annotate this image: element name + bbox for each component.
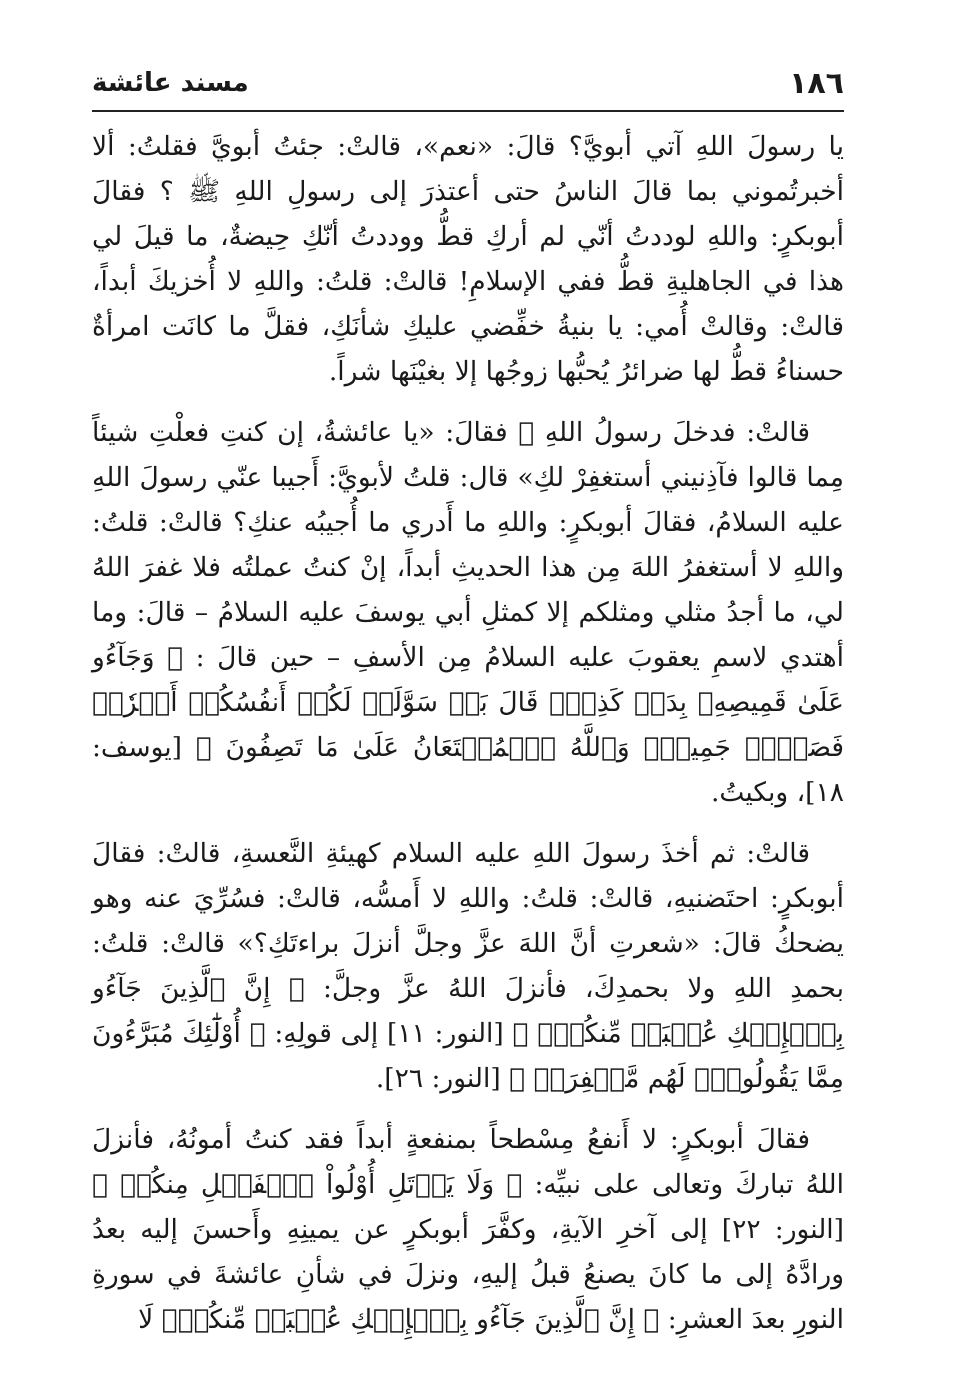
page-number: ١٨٦ — [789, 66, 844, 101]
header-title: مسند عائشة — [92, 68, 249, 98]
paragraph-3: قالتْ: ثم أخذَ رسولَ اللهِ عليه السلام كهيئةِ النَّعسةِ، قالتْ: فقالَ أبوبكرٍ: احتَضنيهِ، قالتْ: قلتُ: واللهِ لا أَمسُّه، قالتْ: فسُرِّيَ عنه وهو يضحكُ قالَ: «شعرتِ أنَّ اللهَ عزَّ وجلَّ أنزلَ براءتَكِ؟» قالتْ: قلتُ: بحمدِ اللهِ ولا بحمدِكَ، فأنزلَ اللهُ عزَّ وجلَّ: ﴿ إِنَّ ٱلَّذِينَ جَآءُو بِٱلۡإِفۡكِ عُصۡبَةٞ مِّنكُمۡۚ ﴾ [النور: ١١] إلى قولِهِ: ﴿ أُوْلَٰٓئِكَ مُبَرَّءُونَ مِمَّا يَقُولُونَۖ لَهُم مَّغۡفِرَةٞ ﴾ [النور: ٢٦]. — [92, 838, 844, 1094]
paragraph-4: فقالَ أبوبكرٍ: لا أَنفعُ مِسْطحاً بمنفعةٍ أبداً فقد كنتُ أمونُهُ، فأنزلَ اللهُ تباركَ وتعالى على نبيِّه: ﴿ وَلَا يَأۡتَلِ أُوْلُواْ ٱلۡفَضۡلِ مِنكُمۡ ﴾ [النور: ٢٢] إلى آخرِ الآيةِ، وكفَّرَ أبوبكرٍ عن يمينِهِ وأَحسنَ إليه بعدُ ورادَّهُ إلى ما كانَ يصنعُ قبلُ إليهِ، ونزلَ في شأنِ عائشةَ في سورةِ النورِ بعدَ العشرِ: ﴿ إِنَّ ٱلَّذِينَ جَآءُو بِٱلۡإِفۡكِ عُصۡبَةٞ مِّنكُمۡۚ لَا — [92, 1124, 844, 1335]
paragraph-2: قالتْ: فدخلَ رسولُ اللهِ ﷺ فقالَ: «يا عائشةُ، إن كنتِ فعلْتِ شيئاً مِما قالوا فآذِنيني أستغفِرْ لكِ» قال: قلتُ لأبويَّ: أَجيبا عنّي رسولَ اللهِ عليه السلامُ، فقالَ أبوبكرٍ: واللهِ ما أَدري ما أُجيبُه عنكِ؟ قالتْ: قلتُ: واللهِ لا أستغفرُ اللهَ مِن هذا الحديثِ أبداً، إنْ كنتُ عملتُه فلا غفرَ اللهُ لي، ما أجدُ مثلي ومثلكم إلا كمثلِ أبي يوسفَ عليه السلامُ – قالَ: وما أهتدي لاسمِ يعقوبَ عليه السلامُ مِن الأسفِ – حين قالَ : ﴿ وَجَآءُو عَلَىٰ قَمِيصِهِۦ بِدَمٖ كَذِبٖۚ قَالَ بَلۡ سَوَّلَتۡ لَكُمۡ أَنفُسُكُمۡ أَمۡرٗاۖ فَصَبۡرٞ جَمِيلٞۖ وَٱللَّهُ ٱلۡمُسۡتَعَانُ عَلَىٰ مَا تَصِفُونَ ﴾ [يوسف: ١٨]، وبكيتُ. — [92, 417, 844, 808]
running-header — [92, 62, 844, 106]
paragraph-1: يا رسولَ اللهِ آتي أبويَّ؟ قالَ: «نعم»، قالتْ: جئتُ أبويَّ فقلتُ: ألا أخبرتُموني بما قالَ الناسُ حتى أعتذرَ إلى رسولِ اللهِ ﷺ ؟ فقالَ أبوبكرٍ: واللهِ لوددتُ أنّي لم أركِ قطُّ ووددتُ أنّكِ حِيضةٌ، ما قيلَ لي هذا في الجاهليةِ قطُّ ففي الإسلامِ! قالتْ: قلتُ: واللهِ لا أُخزيكَ أبداً، قالتْ: وقالتْ أُمي: يا بنيةُ خفِّضي عليكِ شأنَكِ، فقلَّ ما كانَت امرأةٌ حسناءُ قطُّ لها ضرائرُ يُحبُّها زوجُها إلا بغيْنَها شراً. — [92, 131, 844, 387]
header-divider — [92, 110, 844, 112]
body-text — [92, 124, 844, 1358]
